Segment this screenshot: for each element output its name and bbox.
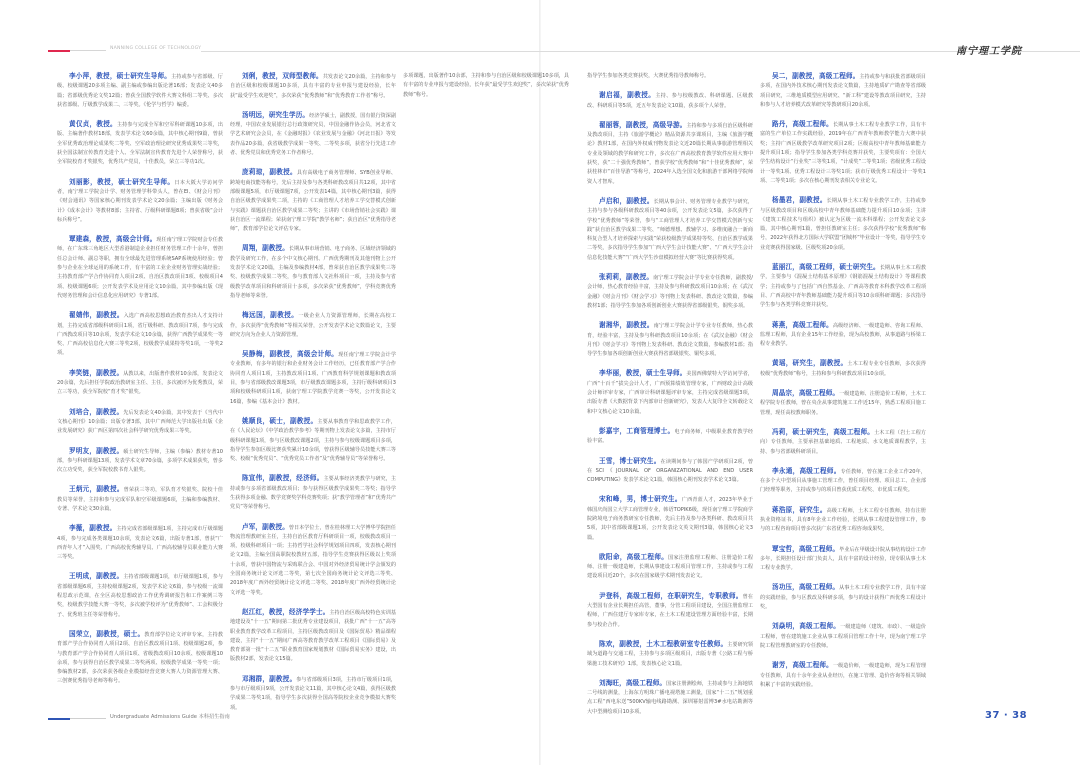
faculty-bio-entry bbox=[760, 622, 926, 651]
faculty-name-title: 周翔，副教授。 bbox=[242, 244, 289, 253]
faculty-bio-text: 美国西佛蒙特大学访问学者，广西“十百千”拔尖会计人才，广西预算绩效管理专家，广西财政会计高级会计师评审专家，广西审计科研课题评审专家，主持完成省级课题3项，出版专著《大数据背景下内部审计创新研究》，发表人大复印全文转载论文和中文核心论文10余篇。 bbox=[587, 371, 753, 415]
page-header bbox=[48, 47, 540, 55]
faculty-bio-text: 从事土木工程专业教学工作，具有丰富的实践经验，参与区教改及科研多项，参与的设计获得广西优秀工程设计奖。 bbox=[760, 585, 926, 611]
faculty-bio-entry bbox=[760, 72, 926, 110]
faculty-bio-text: 主持和参与多项自治区级科研及教改项目，主持《旅游学概论》精品资源共享课项目，主编《旅游学概论》教材1部，在国内外权威刊物发表论文近20篇长期从事旅游管理相关专业及领域的教学和研究工作，多次在广西高校教育教学软件应用大赛中获奖，获“二十强优秀教师”，曾获学校“优秀教师”和“十佳优秀教师”，荣获桂林市“百佳导游”等称号，2024年入选全国文化和旅游干部网络学院师资人才智库。 bbox=[587, 122, 753, 185]
text-column-5 bbox=[760, 72, 926, 700]
faculty-bio-entry bbox=[403, 72, 569, 100]
page-gutter bbox=[539, 0, 541, 765]
faculty-bio-entry bbox=[760, 506, 926, 535]
faculty-bio-text: 国家注册监理工程师、注册造价工程师、注册一级建造师，长期从事建设工程项目管理工作，主持或参与工程建设项目近20个，多次在国家级学术期刊发表论文。 bbox=[587, 554, 753, 580]
faculty-name-title: 蓝丽江，高级工程师，硕士研究生。 bbox=[772, 263, 880, 272]
faculty-bio-entry bbox=[587, 640, 753, 669]
faculty-bio-text: 长期从事会计、财务管理专业教学与研究，主持与参与各级科研教改项目等40余项，公开发表论文5篇，多次获得了学校“优秀教师”等荣誉，参与“工商管理人才培养工学交替模式创新与实践”获自治区教学成果二等奖、“师德理想、教辅学习、多维度融合一新商科复合型人才培养探索与实践”荣获校级教学成果特等奖、自治区教学成果二等奖，多次指导学生参加“广西大学生会计技能大赛”、“广西大学生会计信息化技能大赛”“广西大学生沙盘模拟经营大赛”等比赛获得奖项。 bbox=[587, 198, 753, 261]
faculty-bio-entry bbox=[57, 630, 223, 687]
faculty-bio-entry bbox=[230, 350, 396, 407]
faculty-bio-entry bbox=[760, 321, 926, 350]
faculty-bio-text: 长期从事土木工程专业教学工作，主持或参与区级教改项目和区级高校中青年教师基础能力提升项目10余项；主讲《建筑工程技术与组织》被认定为区级一流本科课程；公开发表论文多篇，其中核心期刊1篇，曾担任教研室主任；多次获得学校“优秀教师”称号，2022年获得北方国际大学联盟“团城杯”毕业设计一等奖，指导学生专业竞赛获得国家级、区级奖项20余项。 bbox=[760, 198, 926, 251]
faculty-bio-text: 主要从事经济类教学与研究，主持或参与多项省部级教改项目；参与获得区级教学成果奖二等奖；指导学生获得多项金融、数学竞赛奖学科竞赛奖项；获“教学管理者”和“优秀共产党员”等荣誉称号。 bbox=[230, 476, 396, 511]
faculty-name-title: 邓湘群，副教授。 bbox=[242, 674, 297, 683]
faculty-name-title: 汤明远，研究生学历。 bbox=[242, 110, 310, 119]
faculty-bio-entry bbox=[760, 545, 926, 574]
faculty-name-title: 王明成，副教授。 bbox=[69, 572, 124, 581]
faculty-bio-entry bbox=[230, 111, 396, 158]
faculty-bio-entry bbox=[587, 592, 753, 630]
faculty-bio-text: 南宁理工学院会计学专业专任教师，热心教育，经验丰富，主持及参与科研教改项目10余项；在《武汉金融》《财会月刊》《财会学习》等刊物上发表科研、教改论文数篇，参编教材1部；指导学生参加各项创新创业大赛获得省部级银奖、铜奖多项。 bbox=[587, 323, 753, 358]
page-numbers: 37 · 38 bbox=[985, 710, 1028, 721]
text-column-4 bbox=[587, 72, 753, 727]
faculty-name-title: 彭嘉宇，工商管理博士。 bbox=[599, 426, 675, 435]
faculty-name-title: 王雪，博士研究生。 bbox=[599, 456, 661, 465]
faculty-bio-entry bbox=[587, 553, 753, 582]
faculty-bio-entry bbox=[230, 474, 396, 512]
faculty-name-title: 谢启福，副教授。 bbox=[599, 91, 656, 100]
faculty-name-title: 刘海旺，高级工程师。 bbox=[599, 678, 667, 687]
faculty-bio-text: 主持或参与和获批省部级项目多项，在国内外技术核心期刊发表论文数篇，主持地质矿产勘查等省部级项目研究，三维地质模型应用研究、“新工科”建设等教改项目研究，主持和参与人才培养模式改革研究等教研项目20余项。 bbox=[760, 74, 926, 108]
faculty-bio-text: 土木工程（岩土工程方向）专任教师，主要承担基础地质、工程地质、水文地质课程教学，主持、参与省部级科研项目。 bbox=[760, 429, 926, 455]
faculty-bio-text: 入选广西高校思想政治教育杰出人才支持计划，主持完成省部级科研项目1项，省厅级科研、教改项目7项，参与完成广西教改项目等10余项，发表学术论文10余篇，获得广西教学成果奖一等奖、广西高校信息化大赛三等奖2项，校级教学成果特等奖1项，一等奖2项。 bbox=[57, 313, 223, 357]
faculty-bio-text: 南宁理工学院会计学专业专任教师，副教授/会计师，热心教育经验丰富，主持及参与科研教改项目10余项；在《武汉金融》《财会月刊》《财会学习》等刊物上发表科研、教改论文数篇，参编教材1部；指导学生参加各项创新创业大赛获得省部级银奖、铜奖多项。 bbox=[587, 275, 753, 309]
faculty-name-title: 杨墨君，副教授。 bbox=[772, 196, 827, 205]
faculty-bio-entry bbox=[230, 72, 396, 101]
footer-rule bbox=[70, 718, 106, 719]
faculty-bio-text: 专任教师，曾在施工企业工作20年，在多个大中型项目从事施工管理工作，曾任项目经理、项目总工、企业部门经理等职务，主持或参与的项目曾获优质工程奖、市优质工程奖。 bbox=[760, 468, 927, 494]
faculty-name-title: 陈欢，副教授，土木工程教研室专任教师。 bbox=[599, 639, 728, 648]
faculty-bio-text: 主持完成省部级课题1项，主持完成市厅级课题4项，参与完成各类课题10余项，发表论文6篇，出版专著1部，曾获“广西青年人才”入围奖、广西高校优秀辅导员、广西高校辅导员职业能力大赛三等奖。 bbox=[57, 526, 224, 561]
page-footer bbox=[48, 715, 448, 723]
faculty-bio-entry bbox=[230, 675, 396, 713]
faculty-bio-text: 曾在大型国有企业长期担任高管，董事，分管工程项目建设，全国注册监理工程师，广西住建厅专家库专家，在土木工程建设管理方面经验丰富，长期参与校企合作。 bbox=[587, 593, 753, 628]
faculty-name-title: 汤功压，高级工程师。 bbox=[772, 583, 840, 592]
faculty-bio-text: 一级建造师、注册造价工程师，土木工程学院专任教师，曾在央企从事建筑施工工作近15年，熟悉工程项目施工管理，现任高校教师职务。 bbox=[760, 391, 926, 416]
faculty-bio-text: 主持参与完成全军和空军科研课题10多项，出版、主编著作教材18部，发表学术论文60余篇，其中核心期刊9篇，曾获全军优秀政治理论成果奖二等奖、空军政治理论研究优秀成果奖三等奖，获全国法制宣传教育先进个人、全军法制宣传教育先进个人荣誉称号，获全军院校育才奖银奖，优秀共产党员，十佳教员，荣立三等功1次。 bbox=[57, 122, 224, 166]
faculty-bio-entry bbox=[57, 485, 223, 514]
faculty-name-title: 李永通，高级工程师。 bbox=[772, 466, 841, 475]
header-rule-short bbox=[70, 50, 106, 51]
faculty-name-title: 陈宣伟，副教授，经济师。 bbox=[242, 474, 324, 483]
faculty-bio-entry bbox=[760, 196, 926, 253]
faculty-name-title: 路丹，高级工程师。 bbox=[772, 120, 833, 129]
faculty-bio-text: 在读期间参与了韩国产学研项目2项，曾在SCI《JOURNAL OF ORGANIZATIONAL AND END USER COMPUTING》发表学术论文1篇，韩国核心期刊发表学术论文3篇。 bbox=[587, 458, 753, 484]
faculty-bio-text: 主持自治区级高校特色实训基地建设及“十一五”期间第二批优秀专业建设项目，获批广西“十一五”高等职业教育教学改革工程项目，主持区级教改项目及《国际贸易》精品课程建设，主持“十一五”期间广西高等教育教学改革工程项目《国际贸易》及教育部第一批“十二五”职业教育国家规划教材《国际贸易实务》建设，出版教材2部，发表论文15篇。 bbox=[230, 609, 396, 663]
faculty-bio-text: 曾荣获三等功，军队育才奖银奖、院校十佳教员等荣誉，主持和参与完成军队和空军级课题6项，主编和参编教材、专著、学术论文30余篇。 bbox=[57, 487, 223, 512]
faculty-bio-entry bbox=[57, 524, 223, 562]
faculty-bio-text: 主持、参与校级教改、科研课题、区级教改、科研项目等5项，近五年发表论文10篇，获多项个人荣誉。 bbox=[587, 93, 753, 109]
faculty-name-title: 覃宝哲，高级工程师。 bbox=[772, 544, 840, 553]
faculty-name-title: 李小萍，教授，硕士研究生导师。 bbox=[69, 72, 172, 80]
faculty-bio-entry bbox=[57, 447, 223, 476]
faculty-bio-entry bbox=[587, 495, 753, 542]
faculty-name-title: 谢芳，高级工程师。 bbox=[772, 661, 833, 670]
text-column-1 bbox=[57, 72, 223, 697]
faculty-bio-text: 参与省部级项目3项，主持市厅级项目1项，参与市厅级项目9项，公开发表论文11篇，其中核心论文4篇，获得区级教学成果二等奖1项，指导学生多次获得全国高等院校企业竞争模拟大赛奖项。 bbox=[230, 676, 396, 711]
faculty-bio-entry bbox=[587, 427, 753, 447]
faculty-bio-text: 主要从事教育学和思政教学工作，在《人民论坛》《中学政治教学参考》等期刊物上发表论文多篇，主持市厅级科研课题1项，参与区级教改课题2项，主持与参与校级课题项目多项，指导学生参加区级比赛获奖累计10余项，曾获得区级辅导员技能大赛三等奖、校级“优秀党员”、“优秀党员工作者”及“优秀辅导员”等荣誉称号。 bbox=[230, 418, 396, 463]
faculty-bio-text: 主要研究领域为道路与交通工程，主持参与多项区级项目，出版专著《公路工程与桥梁施工技术研究》1部，发表核心论文1篇。 bbox=[587, 641, 753, 667]
faculty-name-title: 蒋浩原，研究生。 bbox=[772, 505, 827, 514]
faculty-name-title: 刘丽影，教授，硕士研究生导师。 bbox=[69, 177, 175, 186]
faculty-name-title: 翟婧伟，副教授。 bbox=[69, 311, 124, 320]
faculty-name-title: 赵江红，教授，经济学学士。 bbox=[242, 607, 330, 616]
faculty-bio-text: 长期从事土木工程教学，主要参与《混凝土结构基本原理》《钢筋混凝土结构设计》等课程教学；主持或参与了包括广西自然基金、广西高等教育本科教学改革工程项目、广西高校中青年教师基础能力提升项目等10余项科研课题；多次指导学生参与各类学科竞赛并获奖。 bbox=[760, 265, 926, 309]
faculty-bio-entry bbox=[230, 523, 396, 598]
faculty-name-title: 卢军，副教授。 bbox=[242, 522, 289, 531]
faculty-name-title: 张莉莉，副教授。 bbox=[599, 273, 654, 282]
faculty-name-title: 吴二，副教授，高级工程师。 bbox=[772, 72, 860, 80]
faculty-name-title: 李薇，副教授。 bbox=[69, 524, 117, 533]
faculty-bio-text: 一级企业人力资源管理师，长期在高校工作，多次获得“优秀教师”等相关荣誉，公开发表学术论文数篇论文，主要研究方向为企业人力资源管理。 bbox=[230, 313, 396, 338]
faculty-bio-entry bbox=[230, 168, 396, 234]
faculty-bio-entry bbox=[587, 273, 753, 311]
faculty-name-title: 周晶宗，高级工程师。 bbox=[772, 389, 840, 398]
faculty-bio-text: 高级经济师、一级建造师、咨询工程师、监理工程师，具有企业15年工作经验，现为高校教师，从事道路与桥梁工程专业教学。 bbox=[760, 322, 926, 348]
faculty-name-title: 梅远国，副教授。 bbox=[242, 311, 299, 320]
header-college-name: NANNING COLLEGE OF TECHNOLOGY bbox=[110, 46, 202, 51]
faculty-bio-entry bbox=[57, 235, 223, 301]
faculty-name-title: 翟丽蓉，副教授，高级导游。 bbox=[599, 120, 687, 129]
faculty-bio-text: 先后发表论文40余篇，其中发表于《当代中文核心期刊》10余篇；出版专著3部，其中广西师范大学出版社出版《企业发展研究》获广西区第四次社会科学研究优秀成果三等奖。 bbox=[57, 409, 223, 435]
faculty-name-title: 罗明友，副教授。 bbox=[69, 446, 124, 455]
faculty-name-title: 李笑链，副教授。 bbox=[69, 368, 124, 377]
faculty-name-title: 卢启和，副教授。 bbox=[599, 196, 654, 205]
faculty-bio-text: 电子商务师，中级职业教育教学经验丰富。 bbox=[587, 428, 753, 445]
faculty-bio-text: 一级建造师（建筑、市政）、一级造价工程师，曾在建筑施工企业从事工程项目管理工作十年，现为南宁理工学院工程管理教研室的专任教师。 bbox=[760, 624, 927, 649]
faculty-bio-text: 经济学硕士，副教授，国有银行资深副经理，中国农业发展银行总行政策研究员，中国金融作协会员，河北省文学艺术研究会会员，在《金融时报》《农业发展与金融》《河北日报》等发表作品20多篇，获省级教学成果一等奖、二等奖多项，获省分行先进工作者、优秀党员和优秀党务工作者称号。 bbox=[230, 112, 396, 157]
faculty-bio-text: 共发表论文20余篇，主持和参与自治区级和校级课题10多项，具有丰富的专业申报与建设经验，长年获“最受学生欢迎奖”，多次荣获“优秀教师”和“优秀教育工作者”称号。 bbox=[230, 74, 397, 99]
text-column-3 bbox=[403, 72, 569, 110]
faculty-bio-entry bbox=[587, 121, 753, 187]
faculty-bio-text: 指导学生参加各类竞赛获奖，大赛优秀指导教师称号。 bbox=[587, 73, 710, 79]
faculty-name-title: 李华丽，教授，硕士生导师。 bbox=[599, 369, 687, 378]
faculty-name-title: 黄瑶，研究生，副教授。 bbox=[772, 359, 848, 368]
faculty-name-title: 黄仅贞，教授。 bbox=[69, 120, 117, 129]
faculty-bio-entry bbox=[57, 311, 223, 358]
faculty-bio-text: 曾日本学位士，曾在桂林理工大学博华学院担任物流管理教研室主任，主持自治区教育厅科研项目一项，校级教改项目一项，校级科研项目一项；主持哲学社会科学规划项目四项，发表核心期刊论文2篇，主编全国高职院校教材五部，指导学生竞赛获得区级以上奖项十余项，曾获中国物流与采购联合会、中国对外经济贸易统计学会颁发的全国商务统计论文评选二等奖，第七次全国商务统计论文评选三等奖、2018年度广西外经贸统计论文评选二等奖、2018年度广西外经贸统计论文评选一等奖。 bbox=[230, 524, 396, 596]
faculty-name-title: 吴静梅，副教授，高级会计师。 bbox=[242, 350, 339, 359]
faculty-bio-text: 长期从事市场营销、电子商务、区域经济领域的教学及研究工作，在多个中文核心期刊、广西优秀期刊及其他刊物上公开发表学术论文20篇，主编及参编教材4部，曾荣获自治区教学成果奖三等奖、校级教学成果二等奖，参与教育部人文社科项目一项，主持及参与省级教学改革项目和科研项目十多项，多次荣获“优秀教师”，学科竞赛优秀指导老师等荣誉。 bbox=[230, 246, 396, 299]
faculty-name-title: 蒋燕，高级工程师。 bbox=[772, 320, 833, 329]
faculty-bio-text: 长期从事土木工程专业教学工作，具有丰富的生产单位工作实践经验，2019年在广西青年教师教学能力大赛中获奖；主持广西区级教学改革研究项目2项；区级高校中青年教师基础能力提升项目1项；指导学生参加各类学科竞赛并获奖，主要奖项有：全国大学生结构设计“行业奖”三等奖1项，“计成奖”二等奖1项；省级优秀工程设计一等奖1项、优秀工程设计三等奖1项；获市厅级优秀工程设计一等奖1项、二等奖1项；多次在核心期刊发表相关专业论文。 bbox=[760, 122, 926, 184]
faculty-bio-entry bbox=[57, 369, 223, 398]
footer-accent-bar bbox=[48, 718, 70, 720]
faculty-name-title: 刘培合，副教授。 bbox=[69, 407, 124, 416]
faculty-bio-entry bbox=[587, 321, 753, 359]
header-rule-long bbox=[201, 51, 1080, 52]
faculty-bio-entry bbox=[760, 467, 926, 496]
faculty-name-title: 王炳元，副教授。 bbox=[69, 485, 124, 494]
faculty-bio-entry bbox=[57, 120, 223, 167]
faculty-bio-text: 主持或参与省部级、厅级、校级课题20多项主编、副主编或参编出版论著16部；发表论文40多篇；省部级优秀论文奖12篇；曾获全国教学软件大赛文科组二等奖、多次获省部级、厅级教学成果二、三等奖。《伦学与哲学》编委。 bbox=[57, 74, 223, 108]
faculty-name-title: 庞莉琼，副教授。 bbox=[242, 168, 297, 177]
faculty-name-title: 刘俐，教授，双师型教师。 bbox=[242, 72, 323, 80]
faculty-bio-text: 从教以来，出版著作教材10余部，发表论文20余篇，先后担任学院政治教研室主任、主任，多次被评为优秀教员，荣立三等功，获全军院校“育才奖”银奖。 bbox=[57, 370, 223, 396]
faculty-bio-entry bbox=[230, 311, 396, 340]
faculty-name-title: 国荣立，副教授，硕士。 bbox=[69, 629, 145, 638]
faculty-name-title: 尹登科，高级工程师，在职研究生，专职教师。 bbox=[599, 591, 743, 600]
faculty-name-title: 谢湘华，副教授。 bbox=[599, 321, 654, 330]
faculty-bio-entry bbox=[230, 417, 396, 464]
faculty-bio-entry bbox=[587, 679, 753, 717]
faculty-name-title: 欧阳命，高级工程师。 bbox=[599, 552, 669, 561]
faculty-name-title: 姚顺良，硕士，副教授。 bbox=[242, 416, 318, 425]
faculty-name-title: 覃建森，教授，高级会计师。 bbox=[69, 235, 157, 244]
faculty-bio-entry bbox=[760, 661, 926, 690]
faculty-bio-entry bbox=[587, 91, 753, 111]
faculty-bio-entry bbox=[760, 389, 926, 418]
faculty-bio-text: 具有高级电子商务管理师、SYB创业导师、跨境电商技能等称号，先后主持及参与各类科研教改项目共12项，其中省部级课题5项，市厅级课题7项，公开发表14篇，其中核心期刊3篇，获得自治区级教学成果奖二项，主持的《工商管理人才培养工学交替模式创新与实践》课题获自治区教学成果二等奖；主讲的《市场营销社会实践》课获自治区一流课程；荣获南宁理工学院“教学名师”；获自治区“优秀指导老师”，教育部学位论文评估专家。 bbox=[230, 170, 396, 233]
faculty-bio-entry bbox=[760, 428, 926, 457]
faculty-bio-text: 高级工程师，土木工程专任教师，持有注册执业资格证书，具有8年企业工作经验，长期从事工程建设管理工作，参与的工程咨询项目曾多次获广东省优秀工程咨询成果奖。 bbox=[760, 507, 926, 533]
faculty-bio-entry bbox=[587, 457, 753, 486]
faculty-bio-entry bbox=[57, 572, 223, 619]
faculty-bio-text: 硕士研究生导师，主编（参编）教材专著10部，参与科研课题13项，发表学术文章70余篇，多项学术成果获奖，曾多次立功受奖，获全军院校教书育人银奖。 bbox=[57, 448, 223, 474]
faculty-bio-entry bbox=[587, 369, 753, 416]
faculty-bio-entry bbox=[587, 197, 753, 263]
faculty-bio-text: 国家注册测绘师，主持或参与上海地铁二号线的测量，上海东方明珠广播电视塔施工测量，国家“十二五”规划重点工程“西电东送”500KV输电线路勘测、深圳幂射雷博3#水电站勘测等大中型测绘项目10多项。 bbox=[587, 680, 753, 715]
college-logo-calligraphy: 南宁理工学院 bbox=[956, 46, 1022, 57]
faculty-bio-text: 现任南宁理工学院会计学专业教师，有多年的银行和企业财务会计工作经历，已任教育部产学合作协同育人项目1项，主持教改项目1项、广西教育科学规划课题和教改项目，参与省部级教改课题3项，市厅级教改课题多项，主持厅级科研项目3项和校级科研项目1项，获南宁理工学院教学竞赛一等奖，公开发表论文16篇，参编《基本会计》教材。 bbox=[230, 352, 396, 405]
faculty-bio-text: 教育部学位论文评审专家，主持教育部产学合作协同育人项目2项、自治区教改项目1项、校级课题2项，参与教育部产学合作协同育人项目1项、省级教改项目10余项、校级课题10余项，参与获得自治区教学成果二等奖两项、校级教学成果一等奖一项；参编教材2部，多次荣获各级企业模拟经营竞赛大赛人力资源管理大赛、三创赛优秀指导老师等称号。 bbox=[57, 631, 223, 685]
faculty-bio-text: 主持省部级课题1项，市厅级课题1项，参与省部级课题6项，主持校级课题2项，发表学术论文6篇，参与校级一流课程思政示范课，在全区高校思想政治工作优秀调研报告和工作案例三等奖，校级教学技能大赛一等奖，多次被学校评为“优秀教师”、工会积极分子、优秀班主任等荣誉称号。 bbox=[57, 574, 223, 618]
faculty-bio-entry bbox=[760, 263, 926, 310]
faculty-bio-text: 一级造价师，一级建造师，现为工程管理专任教师，具有十余年企业从业经历，在施工管理、造价咨询等相关领域积累了丰富的实践经验。 bbox=[760, 663, 926, 688]
faculty-bio-text: 现任南宁理工学院财会专任教师，在广东珠三角地区大型香港制造企业担任财务管理工作十余年，曾担任总会计师、副总等职，拥有全球最先进管理系统SAP系统使用经验；曾参与企业在全球运用的系统工作，有丰富的工业企业财务管理实战经验；主持教育部产学合作协同育人项目2项、自治区教改项目3项、校级项目4项、校级课题6项；公开发表学术及应用论文10余篇，其中参编出版《现代财务管理和会计信息化应用研究》专著1部。 bbox=[57, 237, 223, 299]
faculty-bio-entry bbox=[57, 72, 223, 110]
faculty-bio-entry bbox=[57, 178, 223, 225]
faculty-bio-entry bbox=[57, 408, 223, 437]
faculty-bio-entry bbox=[230, 608, 396, 665]
faculty-bio-entry bbox=[760, 120, 926, 186]
faculty-bio-text: 日本大阪大学访问学者，南宁理工学院会计学、财务管理学科带头人，曾在EI、《财会月刊》《财会通讯》等国家核心期刊发表学术论文20余篇；主编出版《财务会计》《成本会计》等教材8部；主持省、厅级科研课题8项；曾获省级“会计标兵称号”。 bbox=[57, 179, 223, 223]
faculty-bio-text: 广西青蓝人才，2023年毕业于韩国庆尚国立大学工商管理专业，韩语TOPIK6级，现任南宁理工学院商学院跨境电子商务教研室专任教师，先后主持及参与各类科研、教改项目共5项，其中省部级课题1项，公开发表论文英文期刊3篇，韩国核心论文3篇。 bbox=[587, 497, 753, 541]
header-accent-bar bbox=[48, 50, 70, 52]
faculty-name-title: 冯莉，硕士研究生，高级工程师。 bbox=[772, 427, 875, 436]
faculty-bio-text: 多项课题，出版著作10余部，主持和参与自治区级和校级课题10多项，具有丰富的专业申报与建设经验，长年获“最受学生欢迎奖”，多次荣获“优秀教师”称号。 bbox=[403, 73, 569, 98]
faculty-bio-entry bbox=[587, 72, 753, 81]
faculty-bio-entry bbox=[760, 359, 926, 379]
footer-guide-title: Undergraduate Admissions Guide 本科招生指南 bbox=[110, 714, 230, 720]
faculty-bio-entry bbox=[760, 583, 926, 612]
faculty-bio-text: 毕业后在甲级设计院从事结构设计工作多年，长期担任设计部门负责人，具有丰富的设计经验，现专职从事土木工程专业教学。 bbox=[760, 546, 926, 572]
faculty-bio-text: 土木工程专业专任教师，多次获得校级“优秀教师”称号，主持和参与科研教改项目10余项。 bbox=[760, 361, 926, 377]
faculty-name-title: 宋和峰，男，博士研究生。 bbox=[599, 495, 682, 504]
faculty-bio-entry bbox=[230, 244, 396, 301]
text-column-2 bbox=[230, 72, 396, 723]
faculty-name-title: 刘焱明，高级工程师。 bbox=[772, 622, 841, 631]
